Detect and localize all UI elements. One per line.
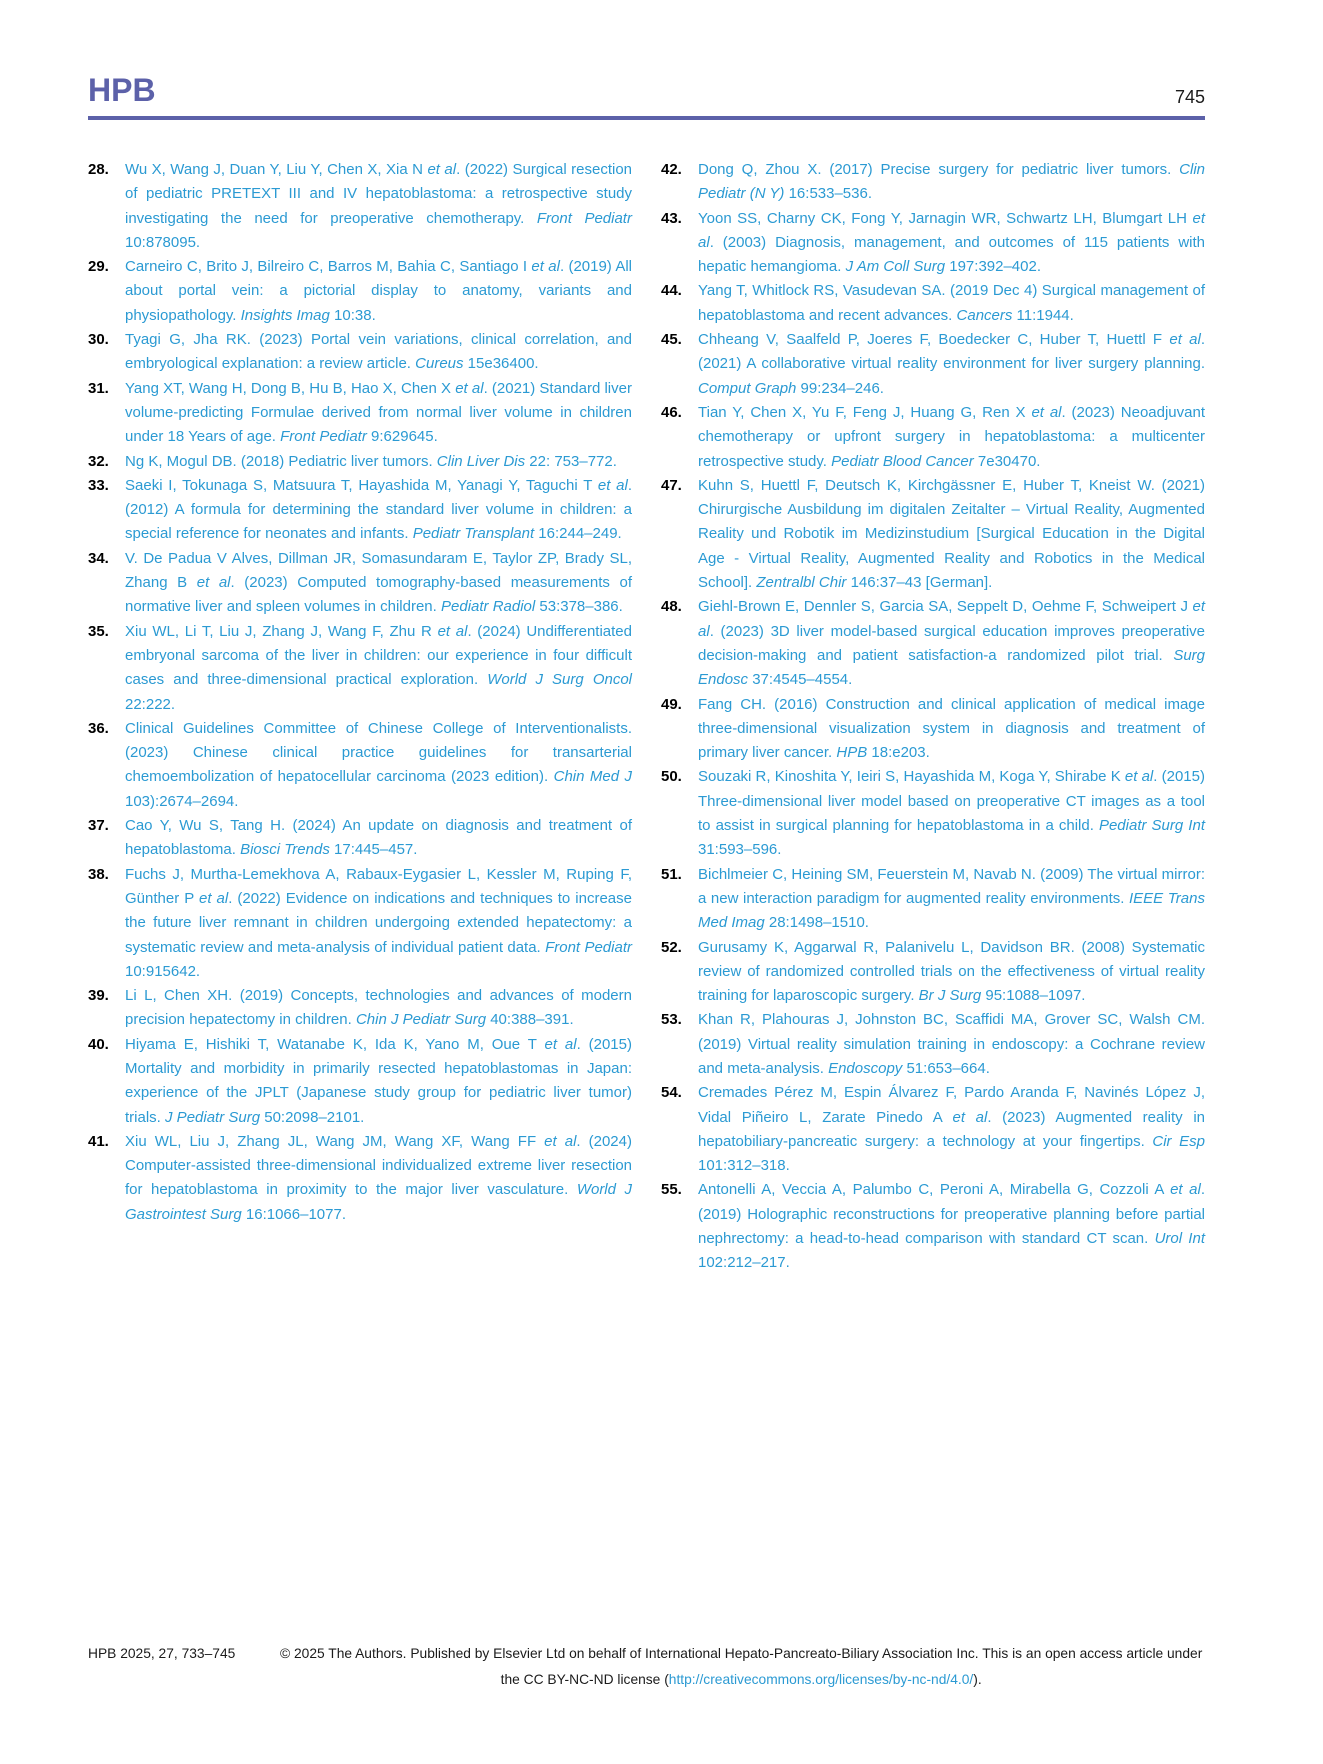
references-section (88, 158, 1205, 1276)
reference-text: 10:38. (329, 306, 376, 324)
references-column-right (661, 158, 1205, 1276)
reference-text: . (2023) 3D liver model-based surgical education improves preoperative decision-making and patient satisfaction-a randomized pilot trial. (698, 622, 1205, 664)
reference-text: Yang T, Whitlock RS, Vasudevan SA. (2019 Dec 4) Surgical management of hepatoblastoma and recent advances. (698, 282, 1205, 324)
reference-text: V. De Padua V Alves, Dillman JR, Somasundaram E, Taylor ZP, Brady SL, Zhang B (125, 549, 632, 592)
reference-text: 99:234–246. (796, 379, 884, 397)
reference-number: 31. (88, 379, 109, 397)
reference-item (661, 207, 1205, 280)
reference-text: Bichlmeier C, Heining SM, Feuerstein M, Navab N. (2009) The virtual mirror: a new interaction paradigm for augmented reality environments. (698, 865, 1205, 907)
reference-italic-text: J Pediatr Surg (165, 1108, 261, 1126)
reference-text: Giehl-Brown E, Dennler S, Garcia SA, Seppelt D, Oehme F, Schweipert J (698, 598, 1193, 616)
reference-text: 31:593–596. (698, 841, 782, 859)
reference-italic-text: Pediatr Blood Cancer (831, 452, 974, 470)
reference-italic-text: Clin Pediatr (N Y) (698, 161, 1205, 203)
reference-text: . (2023) Augmented reality in hepatobiliary-pancreatic surgery: a technology at your fingertips. (698, 1108, 1205, 1150)
reference-text: . (2019) All about portal vein: a pictorial display to anatomy, variants and physiopathology. (125, 258, 632, 324)
references-column-left (88, 158, 632, 1276)
reference-item (88, 547, 632, 620)
reference-text: Chheang V, Saalfeld P, Joeres F, Boedecker C, Huber T, Huettl F (698, 331, 1170, 349)
reference-item (88, 377, 632, 450)
copyright-text: © 2025 The Authors. Published by Elsevier Ltd on behalf of International Hepato-Pancreato-Biliary Association Inc. This is an open access article under the CC BY-NC-ND license ( (279, 1646, 1203, 1687)
page-header (88, 0, 1205, 106)
reference-number: 49. (661, 695, 682, 713)
reference-italic-text: Comput Graph (698, 379, 797, 397)
reference-text: 10:915642. (125, 962, 201, 980)
reference-italic-text: World J Gastrointest Surg (125, 1181, 632, 1223)
reference-italic-text: et al (437, 622, 468, 640)
header-rule (88, 116, 1205, 120)
reference-text: Xiu WL, Li T, Liu J, Zhang J, Wang F, Zhu R (125, 622, 438, 640)
reference-text: Carneiro C, Brito J, Bilreiro C, Barros M, Bahia C, Santiago I (125, 258, 532, 276)
reference-item (88, 328, 632, 377)
reference-text: Hiyama E, Hishiki T, Watanabe K, Ida K, Yano M, Oue T (125, 1035, 545, 1053)
reference-item (661, 474, 1205, 595)
reference-italic-text: et al (1169, 331, 1201, 349)
reference-item (661, 279, 1205, 328)
reference-italic-text: et al (597, 476, 628, 494)
reference-text: . (2015) Three-dimensional liver model based on preoperative CT images as a tool to assist in surgical planning for hepatoblastoma in a child. (698, 768, 1205, 835)
reference-text: Antonelli A, Veccia A, Palumbo C, Peroni A, Mirabella G, Cozzoli A (698, 1181, 1171, 1199)
reference-text: Tian Y, Chen X, Yu F, Feng J, Huang G, Ren X (698, 403, 1032, 421)
reference-italic-text: et al (1170, 1181, 1201, 1199)
reference-number: 47. (661, 476, 682, 494)
reference-text: 16:244–249. (534, 525, 622, 543)
reference-text: Fuchs J, Murtha-Lemekhova A, Rabaux-Eygasier L, Kessler M, Ruping F, Günther P (125, 865, 632, 907)
reference-text: Khan R, Plahouras J, Johnston BC, Scaffidi MA, Grover SC, Walsh CM. (2019) Virtual reality simulation training in endoscopy: a Cochrane review and meta-analysis. (698, 1011, 1205, 1077)
reference-text: 22:222. (125, 695, 176, 713)
reference-text: Cremades Pérez M, Espin Álvarez F, Pardo Aranda F, Navinés López J, Vidal Piñeiro L, Zarate Pinedo A (698, 1084, 1205, 1126)
reference-text: 103):2674–2694. (125, 792, 239, 810)
reference-number: 40. (88, 1035, 109, 1053)
reference-text: . (2012) A formula for determining the standard liver volume in children: a special reference for neonates and infants. (125, 476, 632, 543)
reference-number: 52. (661, 938, 682, 956)
reference-italic-text: et al (1124, 768, 1154, 786)
reference-text: 10:878095. (125, 233, 201, 251)
reference-italic-text: Cureus (415, 355, 464, 373)
reference-text: Ng K, Mogul DB. (2018) Pediatric liver tumors. (125, 452, 437, 470)
reference-text: 101:312–318. (698, 1157, 790, 1175)
copyright-notice (277, 1641, 1205, 1693)
reference-item (661, 1178, 1205, 1275)
reference-item (88, 814, 632, 863)
reference-item (661, 936, 1205, 1009)
reference-item (661, 1081, 1205, 1178)
reference-italic-text: et al (198, 889, 229, 907)
reference-number: 46. (661, 403, 682, 421)
reference-text: Fang CH. (2016) Construction and clinical application of medical image three-dimensional visualization system in diagnosis and treatment of primary liver cancer. (698, 695, 1205, 762)
reference-text: 40:388–391. (486, 1011, 574, 1029)
reference-italic-text: Pediatr Radiol (441, 598, 536, 616)
reference-item (661, 693, 1205, 766)
reference-text: Xiu WL, Liu J, Zhang JL, Wang JM, Wang XF, Wang FF (125, 1132, 545, 1150)
reference-number: 43. (661, 209, 682, 227)
reference-text: 37:4545–4554. (748, 671, 853, 689)
reference-number: 33. (88, 476, 109, 494)
reference-text: Saeki I, Tokunaga S, Matsuura T, Hayashida M, Yanagi Y, Taguchi T (125, 476, 598, 494)
reference-italic-text: et al (544, 1035, 577, 1053)
reference-text: Souzaki R, Kinoshita Y, Ieiri S, Hayashida M, Koga Y, Shirabe K (698, 768, 1125, 786)
reference-number: 34. (88, 549, 109, 567)
reference-item (661, 158, 1205, 207)
reference-italic-text: Cir Esp (1152, 1132, 1205, 1150)
reference-number: 42. (661, 161, 682, 178)
reference-number: 29. (88, 258, 109, 276)
reference-number: 44. (661, 282, 682, 300)
reference-item (661, 863, 1205, 936)
reference-italic-text: Chin J Pediatr Surg (355, 1011, 487, 1029)
reference-text: Gurusamy K, Aggarwal R, Palanivelu L, Davidson BR. (2008) Systematic review of randomized controlled trials on the effectiveness of virtual reality training for laparoscopic surgery. (698, 938, 1205, 1005)
reference-text: Yang XT, Wang H, Dong B, Hu B, Hao X, Chen X (125, 379, 456, 397)
page-number: 745 (1174, 87, 1205, 107)
reference-italic-text: IEEE Trans Med Imag (698, 889, 1205, 932)
reference-item (88, 158, 632, 255)
reference-number: 55. (661, 1181, 682, 1199)
reference-text: . (2023) Computed tomography-based measurements of normative liver and spleen volumes in children. (125, 574, 632, 616)
reference-number: 30. (88, 331, 109, 349)
reference-text: 11:1944. (1012, 306, 1074, 324)
reference-italic-text: Front Pediatr (536, 209, 632, 227)
reference-italic-text: Pediatr Surg Int (1098, 817, 1205, 835)
reference-text: Cao Y, Wu S, Tang H. (2024) An update on diagnosis and treatment of hepatoblastoma. (125, 817, 632, 859)
reference-text: 22: 753–772. (525, 452, 617, 470)
reference-text: Kuhn S, Huettl F, Deutsch K, Kirchgässner E, Huber T, Kneist W. (2021) Chirurgische Ausbildung im digitalen Zeitalter – Virtual Reality, Augmented Reality und Robotik im Medizinstudium [Surgical Education in the Digital Age - Virtual Reality, Augmented Reality and Robotics in the Medical School]. (698, 476, 1205, 592)
reference-italic-text: Biosci Trends (240, 841, 330, 859)
reference-text: 51:653–664. (902, 1059, 990, 1077)
reference-text: 9:629645. (366, 428, 438, 446)
reference-text: . (2022) Evidence on indications and techniques to increase the future liver remnant in children undergoing extended hepatectomy: a systematic review and meta-analysis of individual patient data. (125, 889, 632, 956)
reference-italic-text: Zentralbl Chir (756, 574, 847, 592)
reference-italic-text: Front Pediatr (280, 428, 367, 446)
reference-number: 28. (88, 161, 109, 178)
reference-text: 53:378–386. (535, 598, 623, 616)
reference-item (661, 401, 1205, 474)
reference-italic-text: et al (455, 379, 484, 397)
reference-text: . (2023) Neoadjuvant chemotherapy or upfront surgery in hepatoblastoma: a multicenter retrospective study. (698, 403, 1206, 470)
reference-italic-text: et al (952, 1108, 988, 1126)
reference-text: Yoon SS, Charny CK, Fong Y, Jarnagin WR, Schwartz LH, Blumgart LH (698, 209, 1193, 227)
reference-italic-text: Insights Imag (240, 306, 330, 324)
reference-italic-text: J Am Coll Surg (845, 258, 946, 276)
reference-text: 18:e203. (867, 744, 930, 762)
reference-number: 45. (661, 331, 682, 349)
reference-number: 39. (88, 987, 109, 1005)
reference-text: . (2022) Surgical resection of pediatric PRETEXT III and IV hepatoblastoma: a retrospective study investigating the need for preoperative chemotherapy. (125, 161, 633, 227)
reference-item (88, 717, 632, 814)
reference-text: 17:445–457. (329, 841, 418, 859)
journal-logo: HPB (88, 72, 156, 108)
reference-text: 15e36400. (463, 355, 539, 373)
reference-italic-text: Endoscopy (828, 1059, 903, 1077)
reference-italic-text: et al (531, 258, 560, 276)
reference-italic-text: HPB (836, 744, 868, 762)
reference-text: 95:1088–1097. (981, 987, 1086, 1005)
reference-italic-text: Pediatr Transplant (412, 525, 535, 543)
reference-number: 54. (661, 1084, 682, 1102)
reference-italic-text: Surg Endosc (698, 646, 1205, 689)
reference-text: 28:1498–1510. (764, 914, 869, 932)
reference-item (88, 863, 632, 984)
reference-item (88, 474, 632, 547)
reference-text: 197:392–402. (945, 258, 1042, 276)
reference-text: 50:2098–2101. (260, 1108, 365, 1126)
reference-text: 7e30470. (973, 452, 1041, 470)
reference-item (661, 765, 1205, 862)
reference-italic-text: et al (544, 1132, 577, 1150)
reference-italic-text: et al (698, 598, 1205, 640)
reference-number: 41. (88, 1132, 109, 1150)
reference-text: . (2019) Holographic reconstructions for preoperative planning before partial nephrectomy: a head-to-head comparison with standard CT scan. (698, 1181, 1205, 1248)
reference-number: 53. (661, 1011, 682, 1029)
reference-text: . (2021) A collaborative virtual reality environment for liver surgery planning. (698, 331, 1206, 373)
reference-italic-text: Urol Int (1154, 1230, 1205, 1248)
reference-text: Dong Q, Zhou X. (2017) Precise surgery for pediatric liver tumors. (698, 161, 1180, 178)
reference-text: 102:212–217. (698, 1254, 790, 1272)
reference-item (88, 450, 632, 474)
reference-number: 37. (88, 817, 109, 835)
reference-number: 48. (661, 598, 682, 616)
reference-italic-text: World J Surg Oncol (487, 671, 633, 689)
reference-number: 50. (661, 768, 682, 786)
reference-number: 38. (88, 865, 109, 883)
reference-item (88, 984, 632, 1033)
journal-citation: HPB 2025, 27, 733–745 (88, 1646, 236, 1661)
reference-item (661, 595, 1205, 692)
reference-italic-text: Clin Liver Dis (436, 452, 526, 470)
reference-italic-text: et al (427, 161, 457, 178)
reference-italic-text: Front Pediatr (545, 938, 632, 956)
reference-item (88, 1033, 632, 1130)
reference-item (661, 328, 1205, 401)
reference-text: 16:1066–1077. (241, 1205, 346, 1223)
reference-text: . (2021) Standard liver volume-predicting Formulae derived from normal liver volume in children under 18 Years of age. (125, 379, 632, 446)
reference-text: . (2015) Mortality and morbidity in primarily resected hepatoblastomas in Japan: experience of the JPLT (Japanese study group for pediatric liver tumor) trials. (125, 1035, 632, 1126)
reference-text: . (2024) Undifferentiated embryonal sarcoma of the liver in children: our experience in four difficult cases and three-dimensional practical exploration. (125, 622, 632, 689)
reference-text: 16:533–536. (784, 185, 873, 203)
reference-number: 51. (661, 865, 682, 883)
reference-number: 35. (88, 622, 109, 640)
reference-text: Clinical Guidelines Committee of Chinese College of Interventionalists. (2023) Chinese clinical practice guidelines for transarterial chemoembolization of hepatocellular carcinoma (2023 edition). (125, 719, 632, 786)
reference-italic-text: Br J Surg (918, 987, 982, 1005)
reference-italic-text: et al (196, 574, 231, 592)
reference-italic-text: Chin Med J (553, 768, 632, 786)
reference-number: 36. (88, 719, 109, 737)
reference-number: 32. (88, 452, 109, 470)
reference-italic-text: et al (698, 209, 1205, 251)
reference-italic-text: et al (1031, 403, 1062, 421)
reference-text: Li L, Chen XH. (2019) Concepts, technologies and advances of modern precision hepatectomy in children. (125, 987, 632, 1029)
reference-text: Tyagi G, Jha RK. (2023) Portal vein variations, clinical correlation, and embryological explanation: a review article. (125, 331, 632, 373)
license-link[interactable]: http://creativecommons.org/licenses/by-nc-nd/4.0/ (668, 1672, 974, 1687)
reference-text: Wu X, Wang J, Duan Y, Liu Y, Chen X, Xia N (125, 161, 428, 178)
reference-text: . (2024) Computer-assisted three-dimensional individualized extreme liver resection for hepatoblastoma in proximity to the major liver vasculature. (125, 1132, 632, 1199)
reference-item (88, 1130, 632, 1227)
reference-item (88, 620, 632, 717)
copyright-text-end: ). (973, 1672, 982, 1687)
reference-italic-text: Cancers (956, 306, 1013, 324)
reference-text: . (2003) Diagnosis, management, and outcomes of 115 patients with hepatic hemangioma. (698, 233, 1205, 276)
reference-text: 146:37–43 [German]. (846, 574, 993, 592)
reference-item (661, 1008, 1205, 1081)
page-footer (88, 1641, 1205, 1693)
reference-item (88, 255, 632, 328)
